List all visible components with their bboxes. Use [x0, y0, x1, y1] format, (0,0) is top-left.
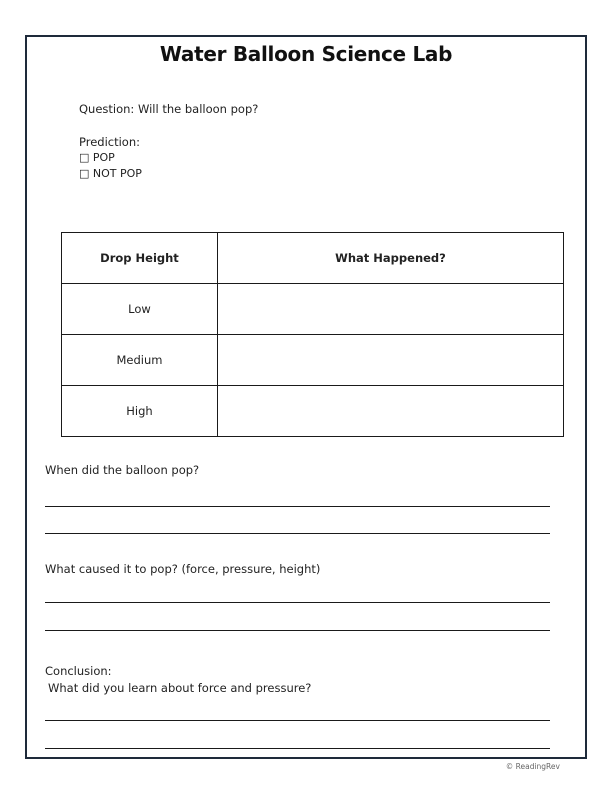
answer-line[interactable]	[45, 533, 550, 534]
column-header-drop-height: Drop Height	[62, 233, 218, 284]
copyright-text: © ReadingRev	[505, 762, 560, 771]
result-cell[interactable]	[218, 386, 564, 437]
drop-height-cell: High	[62, 386, 218, 437]
answer-line[interactable]	[45, 506, 550, 507]
prediction-option-pop[interactable]: □ POP	[79, 151, 115, 164]
answer-line[interactable]	[45, 602, 550, 603]
answer-line[interactable]	[45, 630, 550, 631]
table-row	[62, 335, 564, 386]
conclusion-label: Conclusion:	[45, 664, 112, 678]
table-row	[62, 386, 564, 437]
page-title: Water Balloon Science Lab	[159, 42, 453, 66]
results-table	[61, 232, 564, 437]
result-cell[interactable]	[218, 335, 564, 386]
answer-line[interactable]	[45, 748, 550, 749]
drop-height-cell: Low	[62, 284, 218, 335]
column-header-what-happened: What Happened?	[218, 233, 564, 284]
question-text: Question: Will the balloon pop?	[79, 102, 259, 116]
question-what-caused: What caused it to pop? (force, pressure, height)	[45, 562, 321, 576]
question-when-pop: When did the balloon pop?	[45, 463, 200, 477]
prediction-label: Prediction:	[79, 135, 141, 149]
prediction-option-not-pop[interactable]: □ NOT POP	[79, 167, 142, 180]
conclusion-prompt: What did you learn about force and pressure?	[48, 681, 312, 695]
table-header-row	[62, 233, 564, 284]
answer-line[interactable]	[45, 720, 550, 721]
drop-height-cell: Medium	[62, 335, 218, 386]
table-row	[62, 284, 564, 335]
result-cell[interactable]	[218, 284, 564, 335]
